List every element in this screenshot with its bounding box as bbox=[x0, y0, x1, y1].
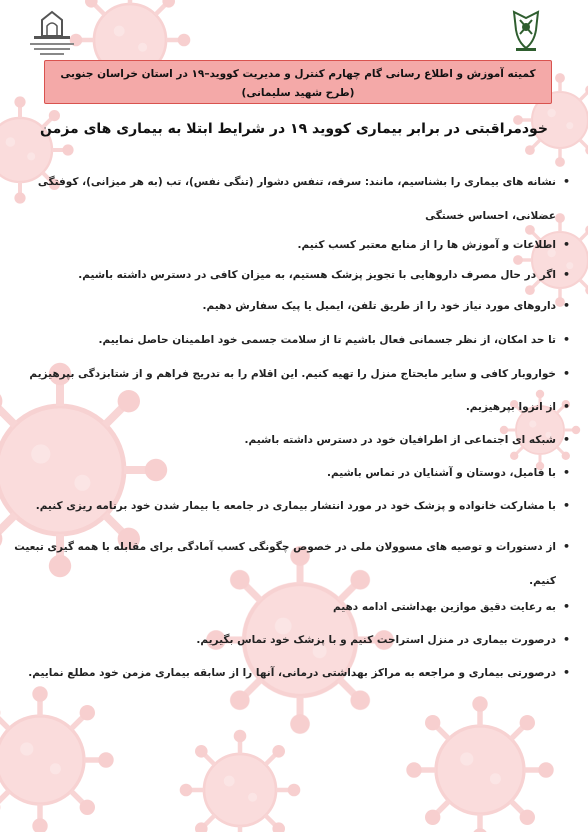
list-item bbox=[14, 496, 570, 516]
list-item bbox=[14, 530, 570, 598]
list-item-text: به رعایت دقیق موازین بهداشتی ادامه دهیم bbox=[332, 601, 556, 613]
list-item bbox=[14, 397, 570, 417]
list-item bbox=[14, 235, 570, 255]
list-item-text: تا حد امکان، از نظر جسمانی فعال باشیم تا از سلامت جسمی خود اطمینان حاصل نماییم. bbox=[98, 334, 556, 346]
list-item-text: داروهای مورد نیاز خود را از طریق تلفن، ایمیل یا پیک سفارش دهیم. bbox=[202, 300, 556, 312]
bullet-icon: • bbox=[562, 299, 570, 312]
list-item bbox=[14, 364, 570, 384]
bullet-icon: • bbox=[562, 499, 570, 512]
list-item bbox=[14, 265, 570, 285]
bullet-icon: • bbox=[562, 238, 570, 251]
list-item bbox=[14, 165, 570, 233]
list-item bbox=[14, 463, 570, 483]
bullet-icon: • bbox=[562, 268, 570, 281]
list-item-text: درصورت بیماری در منزل استراحت کنیم و با پزشک خود تماس بگیریم. bbox=[196, 634, 556, 646]
emblem-logo bbox=[506, 8, 546, 54]
list-item-text: درصورتی بیماری و مراجعه به مراکز بهداشتی درمانی، آنها را از سابقه بیماری مزمن خود مطلع نماییم. bbox=[28, 667, 556, 679]
list-item-text: اگر در حال مصرف داروهایی با تجویز پزشک هستیم، به میزان کافی در دسترس داشته باشیم. bbox=[78, 269, 556, 281]
list-item-text: از دستورات و توصیه های مسوولان ملی در خصوص چگونگی کسب آمادگی برای مقابله با همه گیری تبعیت کنیم. bbox=[14, 541, 556, 587]
list-item-text: با فامیل، دوستان و آشنایان در تماس باشیم. bbox=[327, 467, 556, 479]
list-item-text: خواروبار کافی و سایر مایحتاج منزل را تهیه کنیم. این اقلام را به تدریج فراهم و از شتابزدگی بپرهیزیم bbox=[29, 368, 556, 380]
list-item bbox=[14, 296, 570, 316]
banner-line-2: (طرح شهید سلیمانی) bbox=[241, 87, 355, 99]
bullet-icon: • bbox=[562, 433, 570, 446]
bullet-icon: • bbox=[562, 633, 570, 646]
list-item-text: شبکه ای اجتماعی از اطرافیان خود در دسترس داشته باشیم. bbox=[244, 434, 556, 446]
bullet-icon: • bbox=[562, 666, 570, 679]
bullet-icon: • bbox=[562, 600, 570, 613]
bullet-icon: • bbox=[562, 540, 570, 553]
list-item bbox=[14, 663, 570, 683]
list-item bbox=[14, 430, 570, 450]
list-item bbox=[14, 330, 570, 350]
page-title: خودمراقبتی در برابر بیماری کووید ۱۹ در شرایط ابتلا به بیماری های مزمن bbox=[40, 121, 548, 137]
list-item bbox=[14, 597, 570, 617]
bullet-icon: • bbox=[562, 175, 570, 188]
bullet-icon: • bbox=[562, 333, 570, 346]
list-item-text: با مشارکت خانواده و پزشک خود در مورد انتشار بیماری در جامعه یا بیمار شدن خود برنامه ریزی کنیم. bbox=[35, 500, 556, 512]
bullet-icon: • bbox=[562, 367, 570, 380]
banner-line-1: کمیته آموزش و اطلاع رسانی گام چهارم کنترل و مدیریت کووید–۱۹ در استان خراسان جنوبی bbox=[60, 68, 536, 80]
list-item-text: اطلاعات و آموزش ها را از منابع معتبر کسب کنیم. bbox=[297, 239, 556, 251]
institution-logo bbox=[20, 6, 84, 58]
list-item-text: نشانه های بیماری را بشناسیم، مانند: سرفه، تنفس دشوار (تنگی نفس)، تب (به هر میزانی)، کوفتگی عضلانی، احساس خستگی bbox=[37, 176, 556, 222]
header-banner bbox=[44, 60, 552, 104]
list-item bbox=[14, 630, 570, 650]
list-item-text: از انزوا بپرهیزیم. bbox=[465, 401, 556, 413]
bullet-icon: • bbox=[562, 466, 570, 479]
bullet-icon: • bbox=[562, 400, 570, 413]
